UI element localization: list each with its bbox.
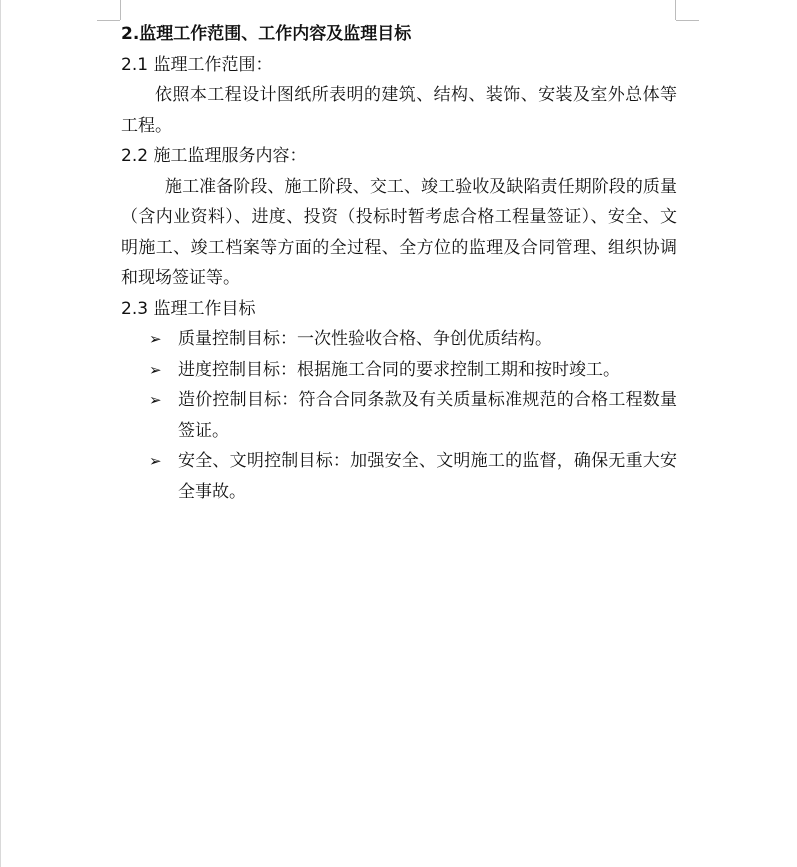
goals-list [121,324,677,507]
goal-text: 进度控制目标：根据施工合同的要求控制工期和按时竣工。 [178,359,620,380]
arrow-bullet-icon: ➢ [149,360,162,379]
section-2-2-body: 施工准备阶段、施工阶段、交工、竣工验收及缺陷责任期阶段的质量（含内业资料）、进度、投资（投标时暂考虑合格工程量签证）、安全、文明施工、竣工档案等方面的全过程、全方位的监理及合同管理、组织协调和现场签证等。 [121,176,677,288]
margin-corner-top-left-h [97,20,120,21]
margin-corner-top-right [675,0,676,20]
document-body [121,19,677,507]
goal-text: 质量控制目标：一次性验收合格、争创优质结构。 [178,329,552,349]
goal-item [121,355,677,386]
section-2-1-body: 依照本工程设计图纸所表明的建筑、结构、装饰、安装及室外总体等工程。 [121,85,677,136]
margin-corner-top-right-h [676,20,699,21]
section-heading: 2.监理工作范围、工作内容及监理目标 [121,24,412,44]
goal-text: 安全、文明控制目标：加强安全、文明施工的监督，确保无重大安全事故。 [178,451,677,502]
section-2-2-title: 2.2 施工监理服务内容： [121,146,307,166]
page-left-edge [0,0,1,867]
section-2-1-title: 2.1 监理工作范围： [121,54,273,75]
arrow-bullet-icon: ➢ [149,330,162,348]
goal-item [121,385,677,446]
section-2-3-title: 2.3 监理工作目标 [121,298,256,319]
goal-text: 造价控制目标：符合合同条款及有关质量标准规范的合格工程数量签证。 [178,390,677,441]
arrow-bullet-icon: ➢ [149,391,162,409]
arrow-bullet-icon: ➢ [149,452,162,470]
goal-item [121,446,677,507]
margin-corner-top-left [120,0,121,20]
goal-item [121,324,677,355]
